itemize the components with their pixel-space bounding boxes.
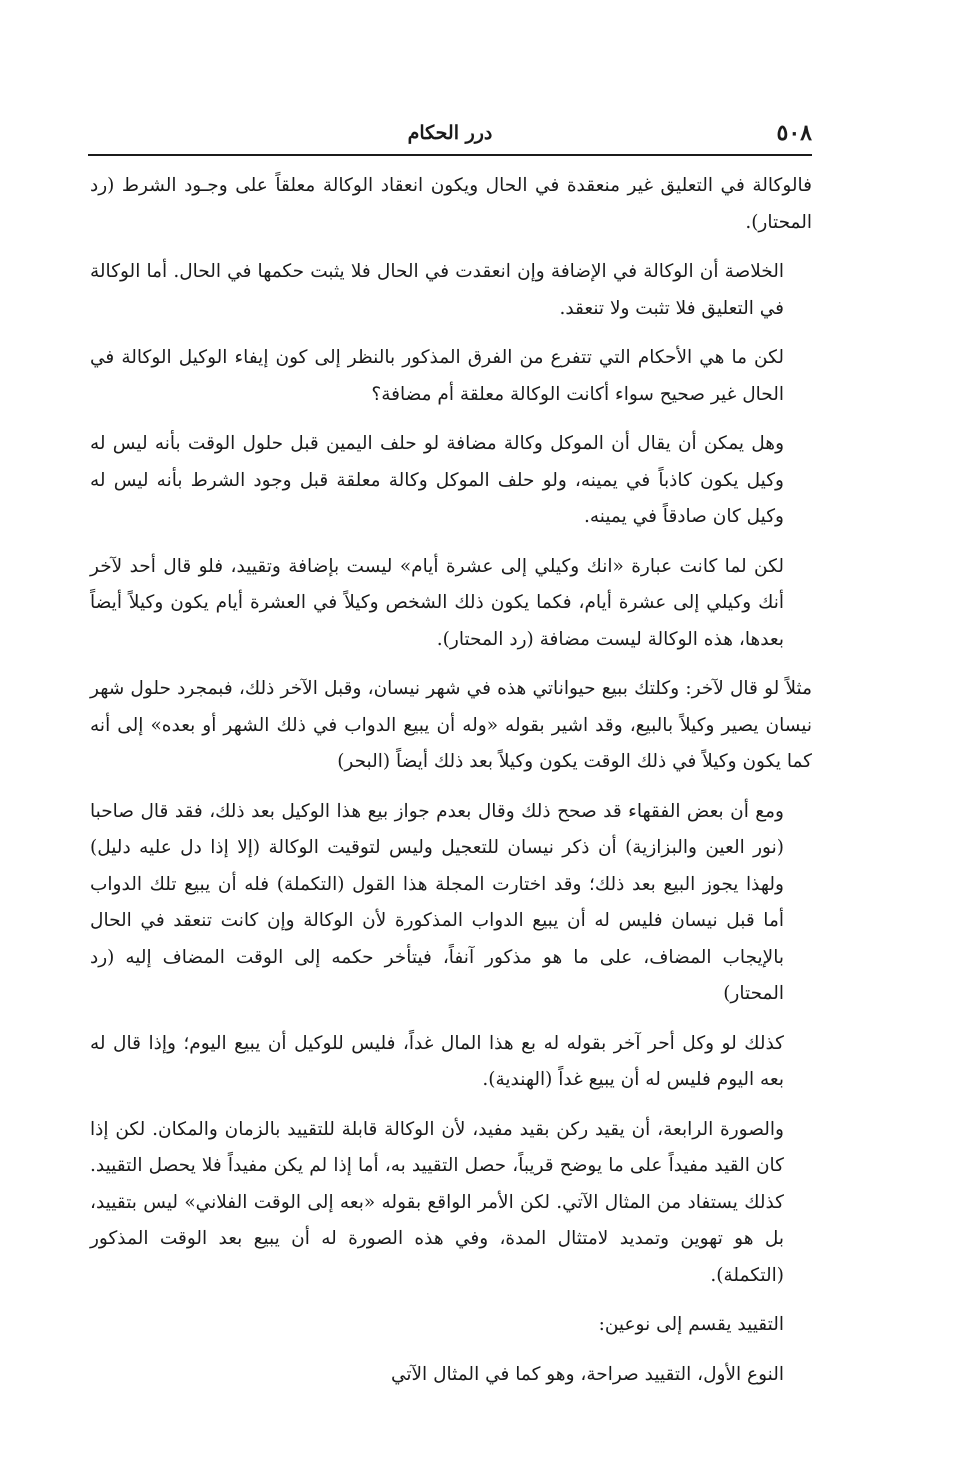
paragraph-8: كذلك لو وكل أحر آخر بقوله له بع هذا المال غداً، فليس للوكيل أن يبيع اليوم؛ وإذا قال له بعه اليوم فليس له أن يبيع غداً (الهندية). bbox=[90, 1032, 784, 1090]
paragraph-10: التقييد يقسم إلى نوعين: bbox=[598, 1314, 784, 1335]
paragraph-1: فالوكالة في التعليق غير منعقدة في الحال ويكون انعقاد الوكالة معلقاً على وجـود الشرط (رد المحتار). bbox=[90, 175, 812, 233]
page-header bbox=[88, 118, 812, 156]
paragraph-2: الخلاصة أن الوكالة في الإضافة وإن انعقدت في الحال فلا يثبت حكمها في الحال. أما الوكالة في التعليق فلا تثبت ولا تنعقد. bbox=[90, 261, 784, 319]
page-number: ٥٠٨ bbox=[776, 120, 812, 146]
body-text bbox=[90, 168, 812, 1406]
paragraph-7: ومع أن بعض الفقهاء قد صحح ذلك وقال بعدم جواز بيع هذا الوكيل بعد ذلك، فقد قال صاحبا (نور العين والبزازية) أن ذكر نيسان للتعجيل وليس لتوقيت الوكالة (إلا إذا دل عليه دليل) ولهذا يجوز البيع بعد ذلك؛ وقد اختارت المجلة هذا القول (التكملة) فله أن يبيع تلك الدواب أما قبل نيسان فليس له أن يبيع الدواب المذكورة لأن الوكالة وإن كانت تنعقد في الحال بالإيجاب المضاف، على ما هو مذكور آنفاً، فيتأخر حكمه إلى الوقت المضاف إليه (رد المحتار) bbox=[90, 800, 784, 1004]
paragraph-4: وهل يمكن أن يقال أن الموكل وكالة مضافة لو حلف اليمين قبل حلول الوقت بأنه ليس له وكيل يكون كاذباً في يمينه، ولو حلف الموكل وكالة معلقة قبل وجود الشرط بأنه ليس له وكيل كان صادقاً في يمينه. bbox=[90, 433, 784, 527]
paragraph-6: مثلاً لو قال لآخر: وكلتك ببيع حيواناتي هذه في شهر نيسان، وقبل الآخر ذلك، فبمجرد حلول شهر نيسان يصير وكيلاً بالبيع، وقد اشير بقوله «وله أن يبيع الدواب في ذلك الشهر أو بعده» إلى أنه كما يكون وكيلاً في ذلك الوقت يكون وكيلاً بعد ذلك أيضاً (البحر) bbox=[90, 678, 812, 772]
paragraph-9: والصورة الرابعة، أن يقيد ركن بقيد مفيد، لأن الوكالة قابلة للتقييد بالزمان والمكان. لكن إذا كان القيد مفيداً على ما يوضح قريباً، حصل التقييد به، أما إذا لم يكن مفيداً فلا يحصل التقييد. كذلك يستفاد من المثال الآتي. لكن الأمر الواقع بقوله «بعه إلى الوقت الفلاني» ليس بتقييد، بل هو تهوين وتمديد لامتثال المدة، وفي هذه الصورة له أن يبيع بعد الوقت المذكور (التكملة). bbox=[90, 1118, 784, 1286]
paragraph-3: لكن ما هي الأحكام التي تتفرع من الفرق المذكور بالنظر إلى كون إيفاء الوكيل الوكالة في الحال غير صحيح سواء أكانت الوكالة معلقة أم مضافة؟ bbox=[90, 347, 784, 405]
paragraph-5: لكن لما كانت عبارة «انك وكيلي إلى عشرة أيام» ليست بإضافة وتقييد، فلو قال أحد لآخر أنك وكيلي إلى عشرة أيام، فكما يكون ذلك الشخص وكيلاً في العشرة أيام يكون وكيلاً أيضاً بعدها، هذه الوكالة ليست مضافة (رد المحتار). bbox=[90, 555, 784, 650]
running-title: درر الحكام bbox=[407, 122, 493, 144]
paragraph-11: النوع الأول، التقييد صراحة، وهو كما في المثال الآتي bbox=[390, 1363, 784, 1385]
